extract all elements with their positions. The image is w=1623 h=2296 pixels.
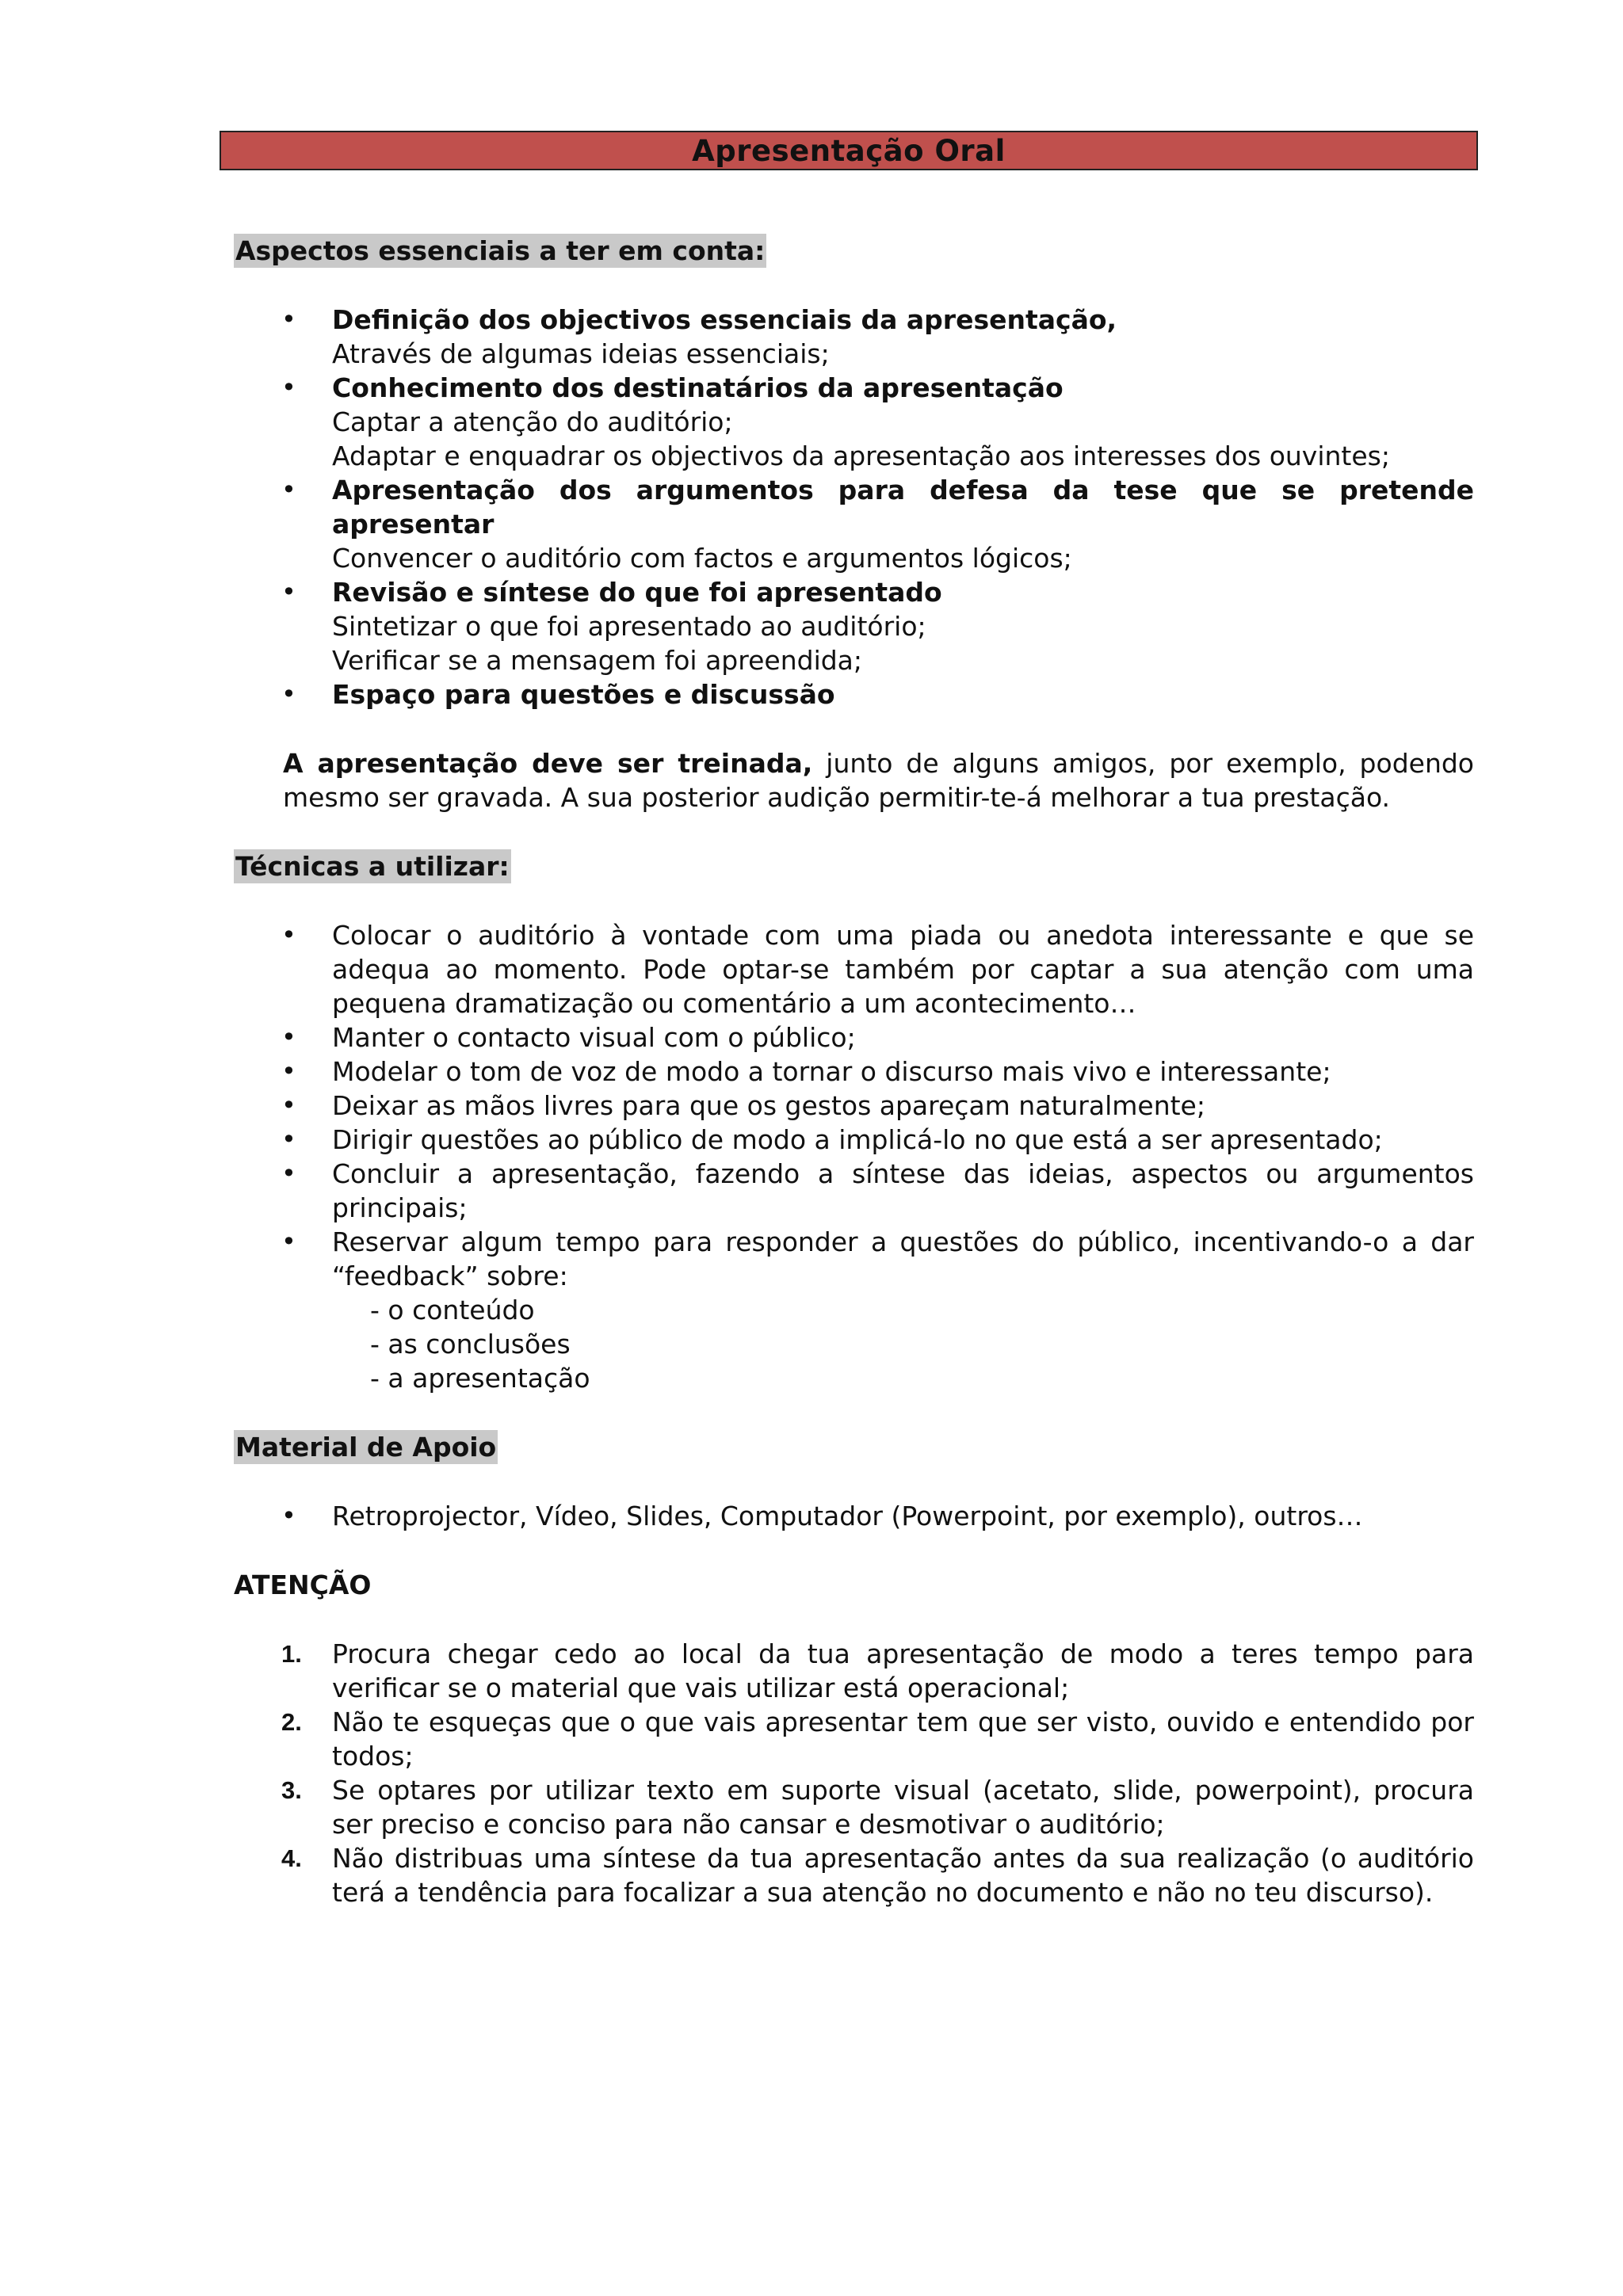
item-number: 1. <box>281 1640 302 1668</box>
training-note-text: junto de alguns amigos, por exemplo, podendo mesmo ser gravada. A sua posterior audição permitir-te-á melhorar a tua prestação. <box>283 748 1474 813</box>
list-item <box>281 575 1474 677</box>
bullet-icon: • <box>281 304 296 334</box>
item-text: Concluir a apresentação, fazendo a síntese das ideias, aspectos ou argumentos principais; <box>332 1158 1474 1223</box>
item-title: Revisão e síntese do que foi apresentado <box>332 577 942 608</box>
list-item <box>281 1157 1474 1225</box>
item-text: Deixar as mãos livres para que os gestos apareçam naturalmente; <box>332 1090 1205 1121</box>
item-line: Verificar se a mensagem foi apreendida; <box>332 645 863 676</box>
item-number: 3. <box>281 1776 302 1804</box>
section-heading-atencao: ATENÇÃO <box>234 1569 372 1600</box>
list-item <box>281 1089 1474 1123</box>
item-text: Modelar o tom de voz de modo a tornar o discurso mais vivo e interessante; <box>332 1056 1331 1087</box>
list-item <box>281 473 1474 575</box>
item-line: Captar a atenção do auditório; <box>332 406 733 437</box>
bullet-icon: • <box>281 679 296 709</box>
list-item <box>281 1773 1474 1841</box>
item-title: Definição dos objectivos essenciais da apresentação, <box>332 304 1117 335</box>
bullet-icon: • <box>281 475 296 505</box>
item-number: 2. <box>281 1708 302 1736</box>
item-text: Retroprojector, Vídeo, Slides, Computador (Powerpoint, por exemplo), outros… <box>332 1501 1363 1531</box>
item-number: 4. <box>281 1844 302 1872</box>
item-text: Procura chegar cedo ao local da tua apresentação de modo a teres tempo para verificar se o material que vais utilizar está operacional; <box>332 1638 1474 1703</box>
item-title: Apresentação dos argumentos para defesa da tese que se pretende apresentar <box>332 475 1474 540</box>
section-heading-aspectos: Aspectos essenciais a ter em conta: <box>235 235 766 266</box>
bullet-icon: • <box>281 920 296 950</box>
sub-item: - a apresentação <box>370 1363 590 1394</box>
section-heading-tecnicas: Técnicas a utilizar: <box>235 851 510 882</box>
training-note <box>234 746 1474 814</box>
sub-item: - as conclusões <box>370 1329 571 1360</box>
tecnicas-list <box>234 918 1474 1395</box>
item-text: Dirigir questões ao público de modo a implicá-lo no que está a ser apresentado; <box>332 1124 1383 1155</box>
list-item <box>281 303 1474 371</box>
atencao-list <box>234 1637 1474 1909</box>
item-line: Sintetizar o que foi apresentado ao auditório; <box>332 611 926 642</box>
item-title: Conhecimento dos destinatários da apresentação <box>332 372 1064 403</box>
item-title: Espaço para questões e discussão <box>332 679 835 710</box>
list-item <box>281 918 1474 1020</box>
list-item <box>281 1123 1474 1157</box>
list-item <box>281 1055 1474 1089</box>
item-line: Convencer o auditório com factos e argumentos lógicos; <box>332 543 1072 574</box>
item-text: Reservar algum tempo para responder a questões do público, incentivando-o a dar “feedback” sobre: <box>332 1226 1474 1291</box>
list-item <box>281 1841 1474 1909</box>
bullet-icon: • <box>281 372 296 402</box>
list-item <box>281 1225 1474 1395</box>
bullet-icon: • <box>281 577 296 607</box>
page-title: Apresentação Oral <box>692 133 1006 168</box>
list-item <box>281 1705 1474 1773</box>
list-item <box>281 1020 1474 1055</box>
training-note-bold: A apresentação deve ser treinada, <box>283 748 813 779</box>
item-text: Colocar o auditório à vontade com uma piada ou anedota interessante e que se adequa ao momento. Pode optar-se também por captar a sua atenção com uma pequena dramatização ou comentário a um acontecimento… <box>332 920 1474 1019</box>
feedback-sublist <box>332 1293 1474 1395</box>
sub-item: - o conteúdo <box>370 1295 535 1325</box>
list-item <box>281 1637 1474 1705</box>
bullet-icon: • <box>281 1090 296 1120</box>
item-line: Adaptar e enquadrar os objectivos da apresentação aos interesses dos ouvintes; <box>332 441 1390 471</box>
list-item <box>281 371 1474 473</box>
bullet-icon: • <box>281 1124 296 1154</box>
title-banner <box>220 131 1478 170</box>
item-text: Não distribuas uma síntese da tua apresentação antes da sua realização (o auditório terá a tendência para focalizar a sua atenção no documento e não no teu discurso). <box>332 1843 1474 1908</box>
section-heading-material: Material de Apoio <box>235 1432 497 1463</box>
list-item <box>281 1499 1474 1533</box>
item-text: Manter o contacto visual com o público; <box>332 1022 856 1053</box>
list-item <box>281 677 1474 711</box>
bullet-icon: • <box>281 1501 296 1531</box>
bullet-icon: • <box>281 1056 296 1086</box>
aspectos-list <box>234 303 1474 711</box>
document-body <box>234 234 1474 1909</box>
bullet-icon: • <box>281 1022 296 1052</box>
bullet-icon: • <box>281 1158 296 1188</box>
item-text: Não te esqueças que o que vais apresentar tem que ser visto, ouvido e entendido por todos; <box>332 1707 1474 1772</box>
material-list <box>234 1499 1474 1533</box>
bullet-icon: • <box>281 1226 296 1257</box>
item-text: Se optares por utilizar texto em suporte visual (acetato, slide, powerpoint), procura ser preciso e conciso para não cansar e desmotivar o auditório; <box>332 1775 1474 1840</box>
item-line: Através de algumas ideias essenciais; <box>332 338 830 369</box>
